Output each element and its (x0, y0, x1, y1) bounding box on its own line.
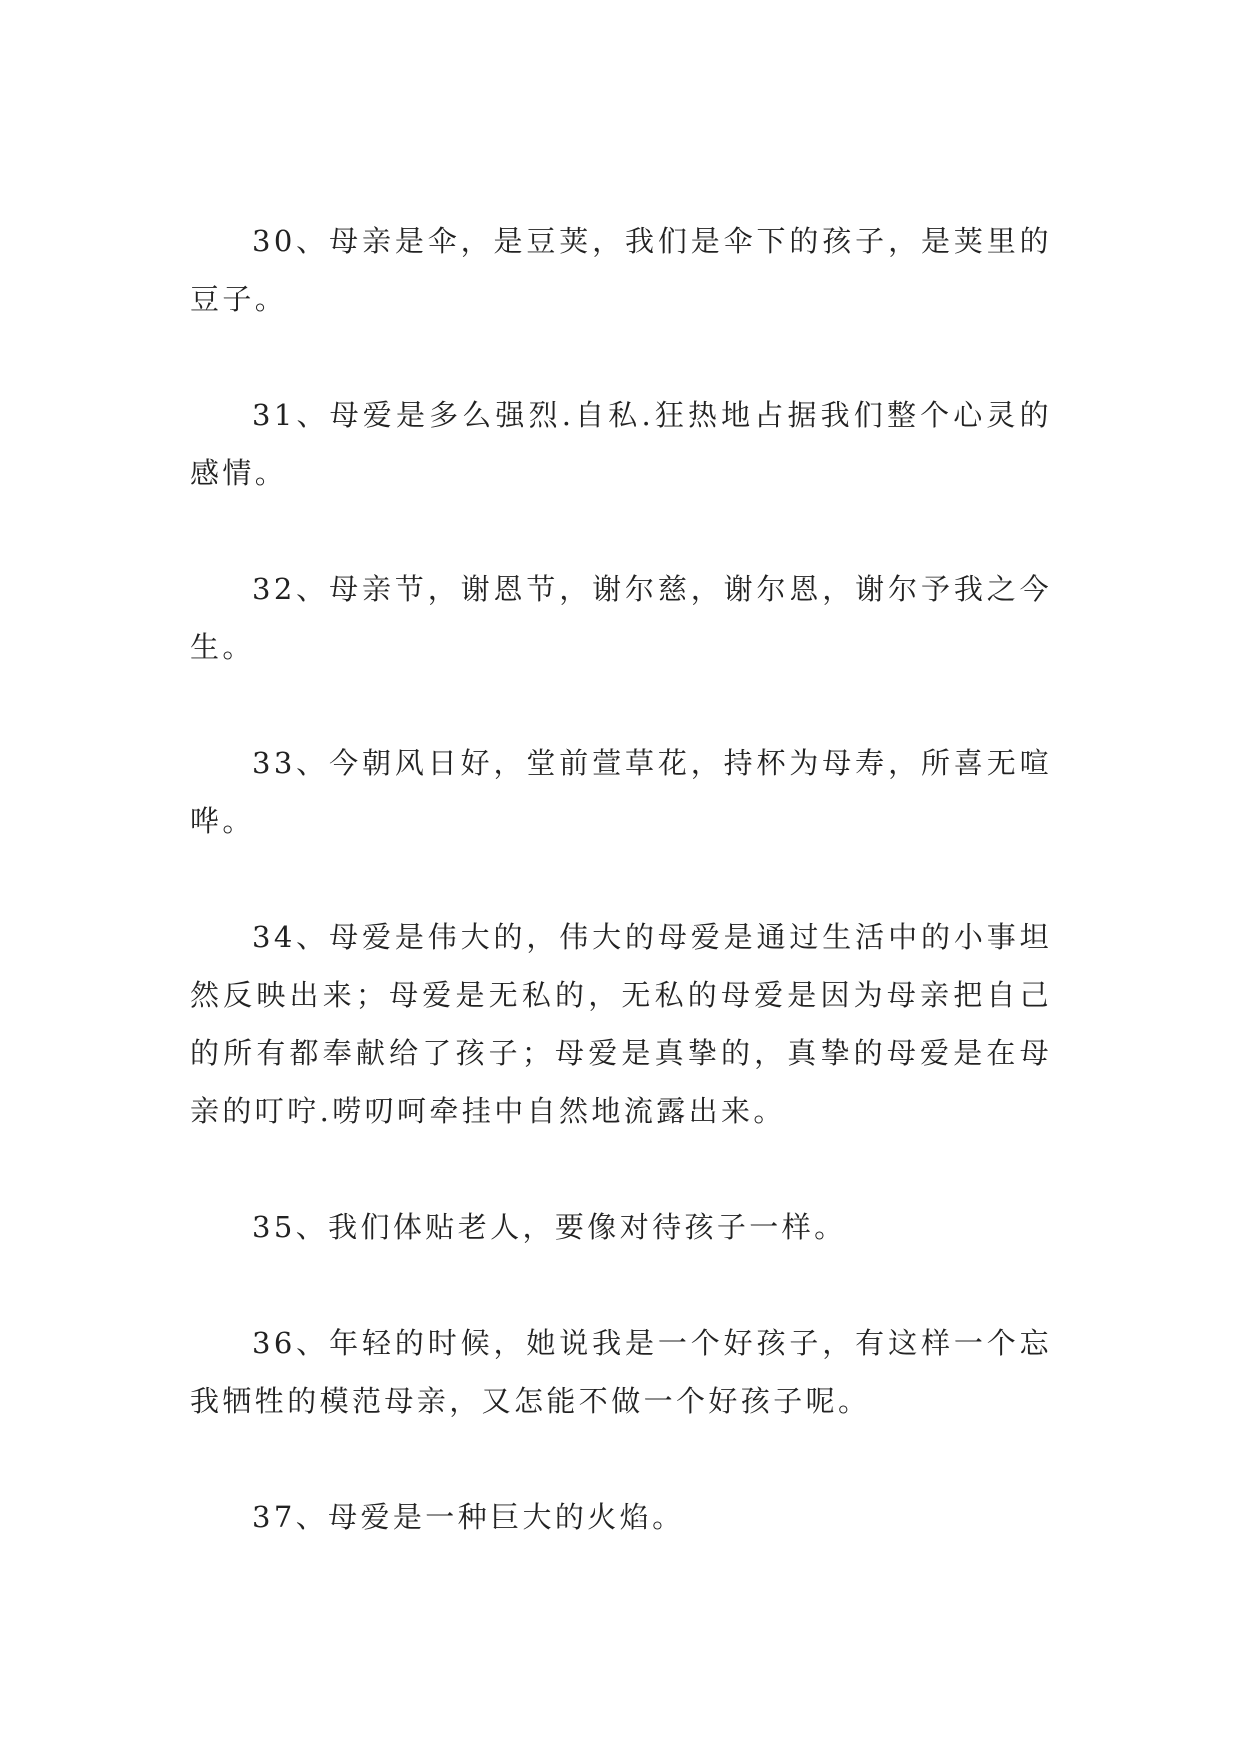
paragraph-36: 36、年轻的时候，她说我是一个好孩子，有这样一个忘我牺牲的模范母亲，又怎能不做一个好孩子呢。 (190, 1326, 1052, 1418)
paragraph-35: 35、我们体贴老人，要像对待孩子一样。 (252, 1210, 847, 1244)
paragraph-37: 37、母爱是一种巨大的火焰。 (252, 1500, 685, 1534)
paragraph-33: 33、今朝风日好，堂前萱草花，持杯为母寿，所喜无喧哗。 (190, 746, 1052, 838)
document-body (190, 212, 1052, 1604)
paragraph-30: 30、母亲是伞，是豆荚，我们是伞下的孩子，是荚里的豆子。 (190, 224, 1052, 316)
paragraph-32: 32、母亲节，谢恩节，谢尔慈，谢尔恩，谢尔予我之今生。 (190, 572, 1052, 664)
paragraph-34: 34、母爱是伟大的，伟大的母爱是通过生活中的小事坦然反映出来；母爱是无私的，无私的母爱是因为母亲把自己的所有都奉献给了孩子；母爱是真挚的，真挚的母爱是在母亲的叮咛.唠叨呵牵挂中自然地流露出来。 (190, 920, 1052, 1128)
paragraph-31: 31、母爱是多么强烈.自私.狂热地占据我们整个心灵的感情。 (190, 398, 1052, 490)
